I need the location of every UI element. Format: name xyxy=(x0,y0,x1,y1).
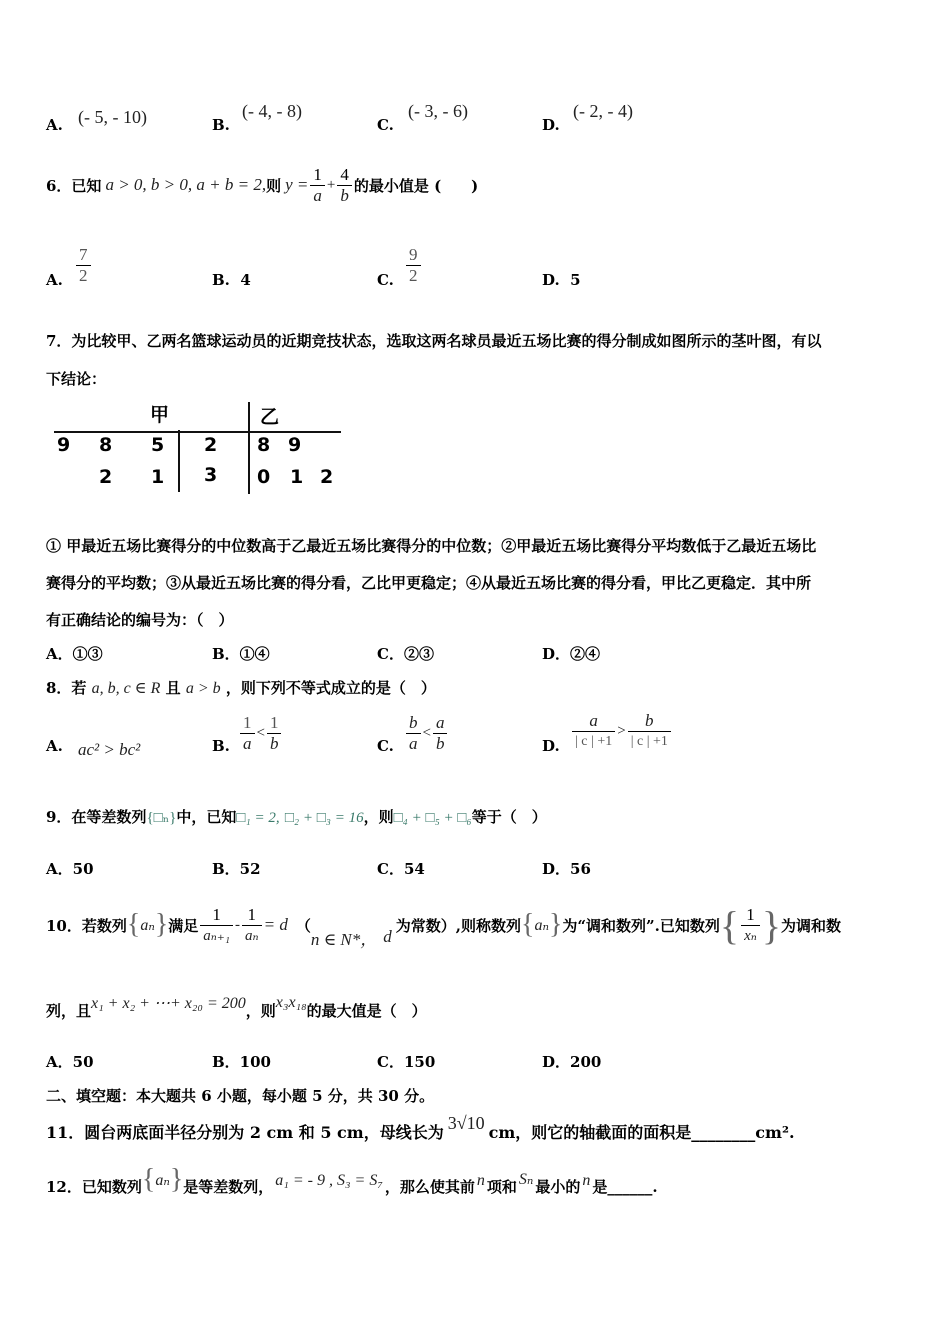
q12-text-3: 项和 xyxy=(486,1177,517,1196)
q9-tail: 等于（ ） xyxy=(471,808,547,826)
q11-text-2: cm，则它的轴截面的面积是________cm². xyxy=(488,1122,795,1142)
stem-r1-stem: 2 xyxy=(204,434,218,456)
stem-r1-left-1: 8 xyxy=(99,434,113,456)
q10-line-1: 10．若数列 { aₙ } 满足 $\frac{1}{\text{aₙ₊₁}}$ - $\frac{1}{\text{aₙ}}$ = d （ n ∈ N*， d 为常数）,则称数列 { aₙ } 为“调和数列”.已知数列 { $\frac{1}{\text{xₙ}}$ } 为调和数 xyxy=(46,902,842,949)
q6-option-b: B. 4 xyxy=(212,271,251,289)
q9-expr-2: □₂ + □₃ = 16 xyxy=(284,810,364,826)
stem-r2-left-0: 2 xyxy=(99,466,113,488)
q8-number: 8．若 xyxy=(46,679,87,697)
q7-conclusion-line-2: 赛得分的平均数；③从最近五场比赛的得分看，乙比甲更稳定；④从最近五场比赛的得分看，甲比乙更稳定．其中所 xyxy=(46,574,812,592)
q6-option-d: D. 5 xyxy=(542,271,581,289)
q6-tail: 的最小值是 ( ) xyxy=(353,176,479,195)
q6-line xyxy=(46,158,478,212)
q8-option-b-label: B. xyxy=(212,737,230,755)
q10-then: ，则 xyxy=(245,1001,276,1020)
q6-option-c-label: C. xyxy=(377,271,394,289)
q10-option-c: C．150 xyxy=(377,1053,436,1071)
q10-condition: n ∈ N*， xyxy=(310,929,378,949)
q7-conclusion-line-1: ① 甲最近五场比赛得分的中位数高于乙最近五场比赛得分的中位数；②甲最近五场比赛得分平均数低于乙最近五场比 xyxy=(46,537,817,555)
q8-option-b-expr: $\frac{1}{a}$ < $\frac{1}{b}$ xyxy=(238,713,283,754)
q10-constant: 为常数）,则称数列 xyxy=(395,916,522,935)
q10-satisfy: 满足 xyxy=(168,916,199,935)
q12-text-1: 是等差数列， xyxy=(183,1177,274,1196)
q5-option-b: (- 4, - 8) xyxy=(242,101,302,121)
q5-option-d-label: D. xyxy=(542,116,560,134)
q11-root: 3√10 xyxy=(447,1112,485,1133)
q10-d: d xyxy=(383,927,392,946)
section-2-heading: 二、填空题：本大题共 6 小题，每小题 5 分，共 30 分。 xyxy=(46,1087,435,1105)
q9-expr-1: □₁ = 2, xyxy=(236,810,280,826)
q12-text-2: ，那么使其前 xyxy=(384,1177,475,1196)
q8-option-a-expr: ac² > bc² xyxy=(78,740,141,759)
q9-option-a: A．50 xyxy=(46,860,94,878)
q5-option-d: (- 2, - 4) xyxy=(573,101,633,121)
q10-eq-d: = d xyxy=(263,915,288,934)
q6-y: y = xyxy=(285,175,309,194)
q12-text-4: 最小的 xyxy=(535,1177,581,1196)
q6-plus: + xyxy=(326,176,336,193)
q5-option-a: (- 5, - 10) xyxy=(78,107,147,127)
stem-horizontal-line xyxy=(54,431,341,433)
q10-line-2-start: 列，且 xyxy=(46,1001,92,1020)
q7-option-c: C．②③ xyxy=(377,645,434,663)
stem-r1-left-0: 9 xyxy=(57,434,71,456)
stem-header-yi: 乙 xyxy=(260,406,280,428)
q8-and: 且 xyxy=(165,679,181,697)
stem-r1-right-0: 8 xyxy=(257,434,271,456)
q7-option-d: D．②④ xyxy=(542,645,601,663)
q10-sequence: aₙ xyxy=(140,917,155,934)
q6-fraction-2: $\frac{4}{b}$ xyxy=(337,165,352,206)
q5-option-c: (- 3, - 6) xyxy=(408,101,468,121)
q9-mid: 中，已知 xyxy=(176,808,237,826)
q12-condition: a₁ = - 9 , S₃ = S₇ xyxy=(275,1172,383,1189)
q8-gt: a > b xyxy=(185,680,221,697)
q8-tail: ，则下列不等式成立的是（ ） xyxy=(225,679,436,697)
q8-line xyxy=(46,677,436,698)
q9-sequence: {□ₙ} xyxy=(146,810,177,826)
q7-stem-line-2: 下结论： xyxy=(46,370,107,388)
q10-called: 为“调和数列”.已知数列 xyxy=(562,916,720,935)
q10-option-d: D．200 xyxy=(542,1053,602,1071)
q9-option-b: B．52 xyxy=(212,860,261,878)
q9-then: ，则 xyxy=(363,808,394,826)
q6-condition: a > 0, b > 0, a + b = 2, xyxy=(105,175,267,194)
stem-r2-right-2: 2 xyxy=(320,466,334,488)
q8-condition: a, b, c ∈ R xyxy=(91,680,161,697)
q10-option-b: B．100 xyxy=(212,1053,271,1071)
stem-right-vertical xyxy=(248,402,250,494)
stem-r2-left-1: 1 xyxy=(151,466,165,488)
q6-option-a-fraction: $\frac{7}{2}$ xyxy=(76,245,91,286)
q6-number: 6．已知 xyxy=(46,176,102,195)
stem-r1-right-1: 9 xyxy=(288,434,302,456)
q9-number: 9．在等差数列 xyxy=(46,808,147,826)
q9-option-d: D．56 xyxy=(542,860,591,878)
q12-line: 12．已知数列 { aₙ } 是等差数列， a₁ = - 9 , S₃ = S₇ ，那么使其前 n 项和 Sₙ 最小的 n 是______. xyxy=(46,1164,658,1196)
q6-option-a-label: A. xyxy=(46,271,63,289)
q10-fraction-2: $\frac{1}{\text{aₙ}}$ xyxy=(242,905,262,946)
stem-r2-right-1: 1 xyxy=(290,466,304,488)
q10-line-2 xyxy=(46,990,427,1030)
stem-r1-left-2: 5 xyxy=(151,434,165,456)
q12-number: 12．已知数列 xyxy=(46,1177,142,1196)
stem-header-jia: 甲 xyxy=(150,404,170,426)
q11-line xyxy=(46,1112,795,1150)
q12-n-1: n xyxy=(476,1172,485,1189)
q10-number: 10．若数列 xyxy=(46,916,127,935)
q6-then: 则 xyxy=(266,176,282,195)
q9-option-c: C．54 xyxy=(377,860,425,878)
q12-n-2: n xyxy=(582,1172,591,1189)
q7-option-a: A．①③ xyxy=(46,645,103,663)
q8-option-c-expr: $\frac{b}{a}$ < $\frac{a}{b}$ xyxy=(404,713,449,754)
q9-line xyxy=(46,806,547,827)
q7-conclusion-line-3: 有正确结论的编号为：（ ） xyxy=(46,611,234,629)
q7-option-b: B．①④ xyxy=(212,645,270,663)
q5-option-b-label: B. xyxy=(212,116,230,134)
q8-option-d-expr: $\frac{a}{| c | +1}$ > $\frac{b}{| c | +1}$ xyxy=(570,711,673,752)
q11-text-1: 11．圆台两底面半径分别为 2 cm 和 5 cm，母线长为 xyxy=(46,1122,444,1142)
q5-option-c-label: C. xyxy=(377,116,394,134)
q10-fraction-1: $\frac{1}{\text{aₙ₊₁}}$ xyxy=(200,905,233,946)
q10-fraction-3: $\frac{1}{\text{xₙ}}$ xyxy=(741,905,760,946)
q6-option-c-fraction: $\frac{9}{2}$ xyxy=(406,245,421,286)
q10-tail: 的最大值是（ ） xyxy=(306,1001,427,1020)
q7-stem-line-1: 7．为比较甲、乙两名篮球运动员的近期竞技状态，选取这两名球员最近五场比赛的得分制成如图所示的茎叶图，有以 xyxy=(46,332,822,350)
q12-sequence: aₙ xyxy=(155,1172,170,1189)
q10-sum: x₁ + x₂ + ⋯+ x₂₀ = 200 xyxy=(91,995,246,1012)
q12-text-5: 是______. xyxy=(592,1177,658,1196)
stem-leaf-plot xyxy=(54,400,349,496)
q6-fraction-1: $\frac{1}{a}$ xyxy=(310,165,325,206)
q8-option-a-label: A. xyxy=(46,737,63,755)
q10-product: x₃x₁₈ xyxy=(275,994,307,1011)
stem-r2-right-0: 0 xyxy=(257,466,271,488)
q9-expr-3: □₄ + □₅ + □₆ xyxy=(393,810,472,826)
q12-sn: Sₙ xyxy=(518,1171,534,1188)
q5-option-a-label: A. xyxy=(46,116,63,134)
stem-left-vertical xyxy=(178,430,180,492)
q10-option-a: A．50 xyxy=(46,1053,94,1071)
q8-option-c-label: C. xyxy=(377,737,394,755)
stem-r2-stem: 3 xyxy=(204,464,218,486)
q8-option-d-label: D. xyxy=(542,737,560,755)
q10-harmonic: 为调和数 xyxy=(781,916,842,935)
q10-sequence-2: aₙ xyxy=(534,917,549,934)
